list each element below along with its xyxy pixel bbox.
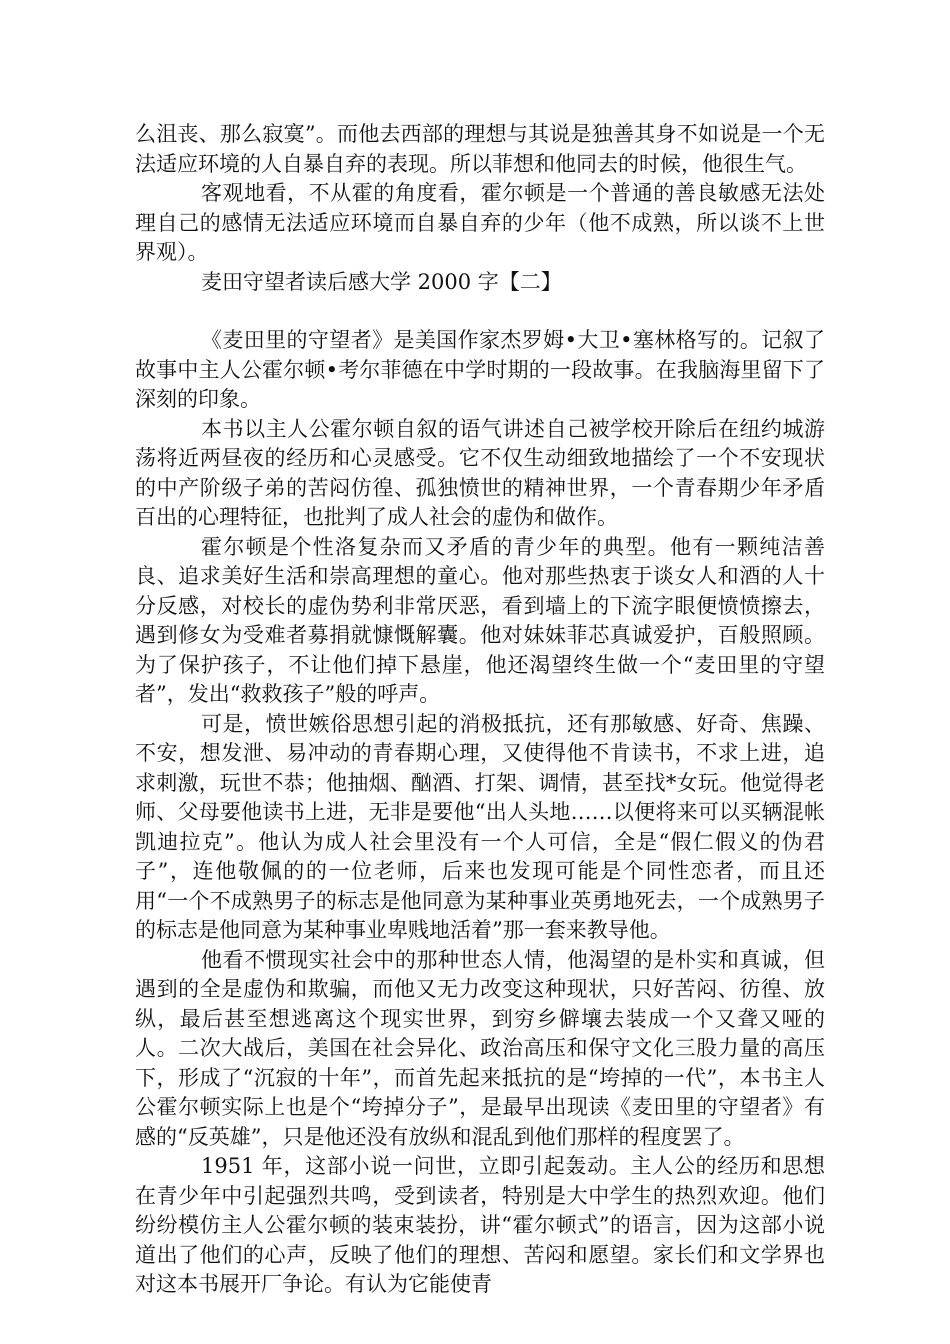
paragraph-continuation: 么沮丧、那么寂寞”。而他去西部的理想与其说是独善其身不如说是一个无法适应环境的人自暴自弃的表现。所以菲想和他同去的时候，他很生气。: [135, 122, 825, 176]
paragraph-society: 他看不惯现实社会中的那种世态人情，他渴望的是朴实和真诚，但遇到的全是虚伪和欺骗，而他又无力改变这种现状，只好苦闷、彷徨、放纵，最后甚至想逃离这个现实世界，到穷乡僻壤去装成一个又聋又哑的人。二次大战后，美国在社会异化、政治高压和保守文化三股力量的高压下，形成了“沉寂的十年”，而首先起来抵抗的是“垮掉的一代”，本书主人公霍尔顿实际上也是个“垮掉分子”，是最早出现读《麦田里的守望者》有感的“反英雄”，只是他还没有放纵和混乱到他们那样的程度罢了。: [135, 947, 825, 1149]
paragraph-1951: 1951 年，这部小说一问世，立即引起轰动。主人公的经历和思想在青少年中引起强烈共鸣，受到读者，特别是大中学生的热烈欢迎。他们纷纷模仿主人公霍尔顿的装束装扮，讲“霍尔顿式”的语言，因为这部小说道出了他们的心声，反映了他们的理想、苦闷和愿望。家长们和文学界也对这本书展开厂争论。有认为它能使青: [135, 1154, 825, 1296]
document-page: [135, 120, 825, 1300]
paragraph-contradiction: 可是，愤世嫉俗思想引起的消极抵抗，还有那敏感、好奇、焦躁、不安，想发泄、易冲动的青春期心理，又使得他不肯读书，不求上进，追求刺激，玩世不恭；他抽烟、酗酒、打架、调情，甚至找*女玩。他觉得老师、父母要他读书上进，无非是要他“出人头地……以便将来可以买辆混帐凯迪拉克”。他认为成人社会里没有一个人可信，全是“假仁假义的伪君子”，连他敬佩的的一位老师，后来也发现可能是个同性恋者，而且还用“一个不成熟男子的标志是他同意为某种事业英勇地死去，一个成熟男子的标志是他同意为某种事业卑贱地活着”那一套来教导他。: [135, 711, 825, 942]
paragraph-intro: 《麦田里的守望者》是美国作家杰罗姆•大卫•塞林格写的。记叙了故事中主人公霍尔顿•考尔菲德在中学时期的一段故事。在我脑海里留下了深刻的印象。: [135, 328, 825, 411]
blank-line: [135, 297, 825, 326]
paragraph-objective-view: 客观地看，不从霍的角度看，霍尔顿是一个普通的善良敏感无法处理自己的感情无法适应环境而自暴自弃的少年（他不成熟，所以谈不上世界观）。: [135, 181, 825, 264]
paragraph-book-summary: 本书以主人公霍尔顿自叙的语气讲述自己被学校开除后在纽约城游荡将近两昼夜的经历和心灵感受。它不仅生动细致地描绘了一个不安现状的中产阶级子弟的苦闷仿徨、孤独愤世的精神世界，一个青春期少年矛盾百出的心理特征，也批判了成人社会的虚伪和做作。: [135, 416, 825, 529]
section-heading: 麦田守望者读后感大学 2000 字【二】: [201, 269, 562, 294]
paragraph-character: 霍尔顿是个性洛复杂而又矛盾的青少年的典型。他有一颗纯洁善良、追求美好生活和崇高理想的童心。他对那些热衷于谈女人和酒的人十分反感，对校长的虚伪势利非常厌恶，看到墙上的下流字眼便愤愤擦去，遇到修女为受难者募捐就慷慨解囊。他对妹妹菲芯真诚爱护，百般照顾。为了保护孩子，不让他们掉下悬崖，他还渴望终生做一个“麦田里的守望者”，发出“救救孩子”般的呼声。: [135, 534, 825, 706]
